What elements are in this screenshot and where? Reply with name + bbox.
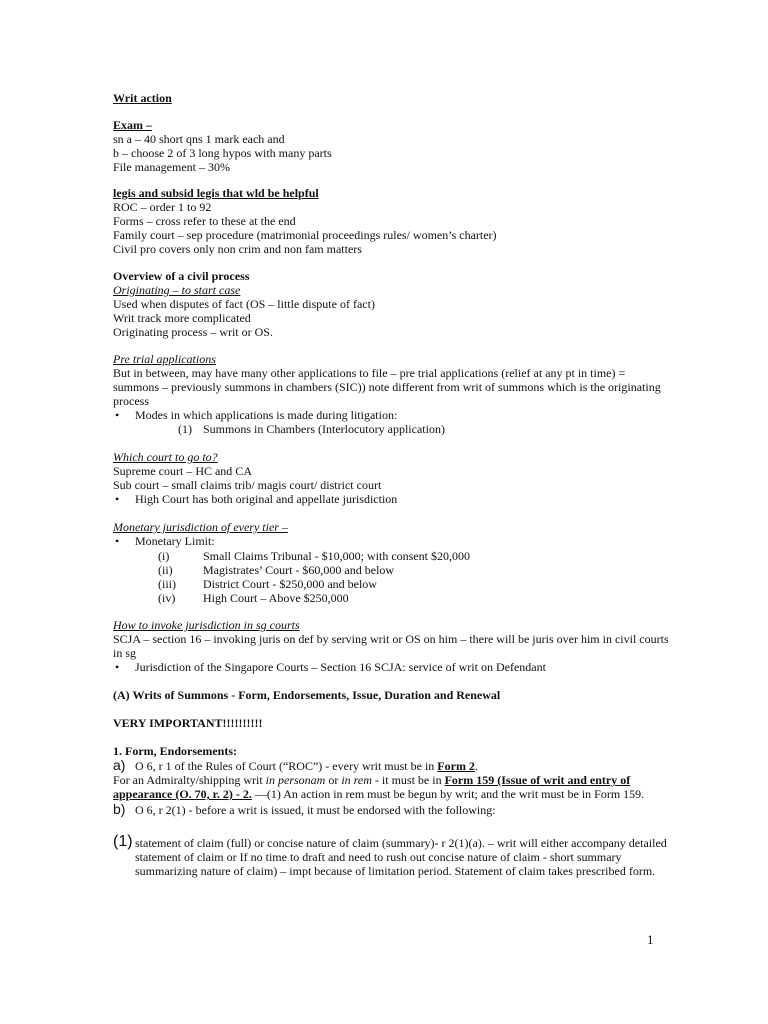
orig-line-2: Writ track more complicated: [113, 311, 251, 325]
exam-line-1: sn a – 40 short qns 1 mark each and: [113, 132, 285, 146]
invoke-line-1: SCJA – section 16 – invoking juris on def by serving writ or OS on him – there will be juris over him in civil courts: [113, 632, 669, 646]
pretrial-item-text: Summons in Chambers (Interlocutory application): [203, 422, 445, 436]
point-b-text: O 6, r 2(1) - before a writ is issued, it must be endorsed with the following:: [135, 803, 496, 817]
heading-form-endorsements: 1. Form, Endorsements:: [113, 744, 237, 758]
form-159-ref: Form 159 (Issue of writ and entry of: [444, 773, 631, 787]
invoke-bullet: Jurisdiction of the Singapore Courts – Section 16 SCJA: service of writ on Defendant: [135, 660, 546, 674]
appearance-ref: appearance (O. 70, r. 2) - 2.: [113, 787, 252, 801]
heading-writ-action: Writ action: [113, 91, 172, 105]
period: .: [474, 759, 478, 773]
point-b-label: b): [113, 801, 126, 817]
heading-overview: Overview of a civil process: [113, 269, 250, 283]
bullet-icon: •: [115, 492, 120, 506]
court-line-2: Sub court – small claims trib/ magis court/ district court: [113, 478, 382, 492]
point-a-label: a): [113, 757, 126, 773]
very-important-note: VERY IMPORTANT!!!!!!!!!!: [113, 716, 263, 730]
monetary-item-text: Magistrates’ Court - $60,000 and below: [203, 563, 395, 577]
legis-line-4: Civil pro covers only non crim and non fam matters: [113, 242, 362, 256]
subheading-invoke: How to invoke jurisdiction in sg courts: [113, 618, 300, 632]
in-rem: in rem: [341, 773, 372, 787]
point-1-line-3: summarizing nature of claim) – impt because of limitation period. Statement of claim takes prescribed form.: [135, 864, 656, 878]
court-line-1: Supreme court – HC and CA: [113, 464, 252, 478]
pretrial-line-3: process: [113, 394, 149, 408]
pretrial-item-number: (1): [178, 422, 192, 436]
point-1-label: (1): [113, 833, 133, 850]
orig-line-1: Used when disputes of fact (OS – little dispute of fact): [113, 297, 375, 311]
form-2-ref: Form 2: [437, 759, 475, 773]
heading-exam: Exam –: [113, 118, 152, 132]
bullet-icon: •: [115, 534, 120, 548]
legis-line-3: Family court – sep procedure (matrimonial proceedings rules/ women’s charter): [113, 228, 497, 242]
monetary-item-number: (iii): [158, 577, 176, 591]
monetary-item-text: High Court – Above $250,000: [203, 591, 349, 605]
point-a-text-main: O 6, r 1 of the Rules of Court (“ROC”) - every writ must be in: [135, 759, 438, 773]
monetary-item-text: Small Claims Tribunal - $10,000; with consent $20,000: [203, 549, 471, 563]
legis-line-1: ROC – order 1 to 92: [113, 200, 212, 214]
heading-legis: legis and subsid legis that wld be helpful: [113, 186, 319, 200]
heading-section-a: (A) Writs of Summons - Form, Endorsements, Issue, Duration and Renewal: [113, 688, 501, 702]
subheading-pretrial: Pre trial applications: [113, 352, 216, 366]
subheading-originating: Originating – to start case: [113, 283, 241, 297]
bullet-icon: •: [115, 408, 120, 422]
admiralty-text: For an Admiralty/shipping writ: [113, 773, 266, 787]
monetary-item-number: (ii): [158, 563, 173, 577]
in-personam: in personam: [265, 773, 326, 787]
point-1-line-2: statement of claim or If no time to draft and need to rush out concise nature of claim - short summary: [135, 850, 622, 864]
admiralty-line-1: [113, 773, 630, 787]
legis-line-2: Forms – cross refer to these at the end: [113, 214, 296, 228]
monetary-item-number: (iv): [158, 591, 176, 605]
point-1-line-1: statement of claim (full) or concise nature of claim (summary)- r 2(1)(a). – writ will either accompany detailed: [135, 836, 667, 850]
page-number: 1: [647, 932, 654, 947]
exam-line-2: b – choose 2 of 3 long hypos with many parts: [113, 146, 332, 160]
exam-line-3: File management – 30%: [113, 160, 230, 174]
pretrial-line-2: summons – previously summons in chambers (SIC)) note different from writ of summons which is the originating: [113, 380, 661, 394]
monetary-item-text: District Court - $250,000 and below: [203, 577, 377, 591]
invoke-line-2: in sg: [113, 646, 137, 660]
admiralty-text-4: —(1) An action in rem must be begun by writ; and the writ must be in Form 159.: [251, 787, 645, 801]
subheading-which-court: Which court to go to?: [113, 450, 218, 464]
admiralty-line-2: [113, 787, 644, 801]
monetary-item-number: (i): [158, 549, 170, 563]
orig-line-3: Originating process – writ or OS.: [113, 325, 273, 339]
pretrial-line-1: But in between, may have many other applications to file – pre trial applications (relief at any pt in time) =: [113, 366, 626, 380]
subheading-monetary: Monetary jurisdiction of every tier –: [113, 520, 288, 534]
court-bullet: High Court has both original and appellate jurisdiction: [135, 492, 398, 506]
or-text: or: [325, 773, 342, 787]
monetary-bullet: Monetary Limit:: [135, 534, 215, 548]
admiralty-text-2: - it must be in: [371, 773, 445, 787]
pretrial-bullet: Modes in which applications is made during litigation:: [135, 408, 398, 422]
point-a-text: [135, 759, 478, 773]
bullet-icon: •: [115, 660, 120, 674]
